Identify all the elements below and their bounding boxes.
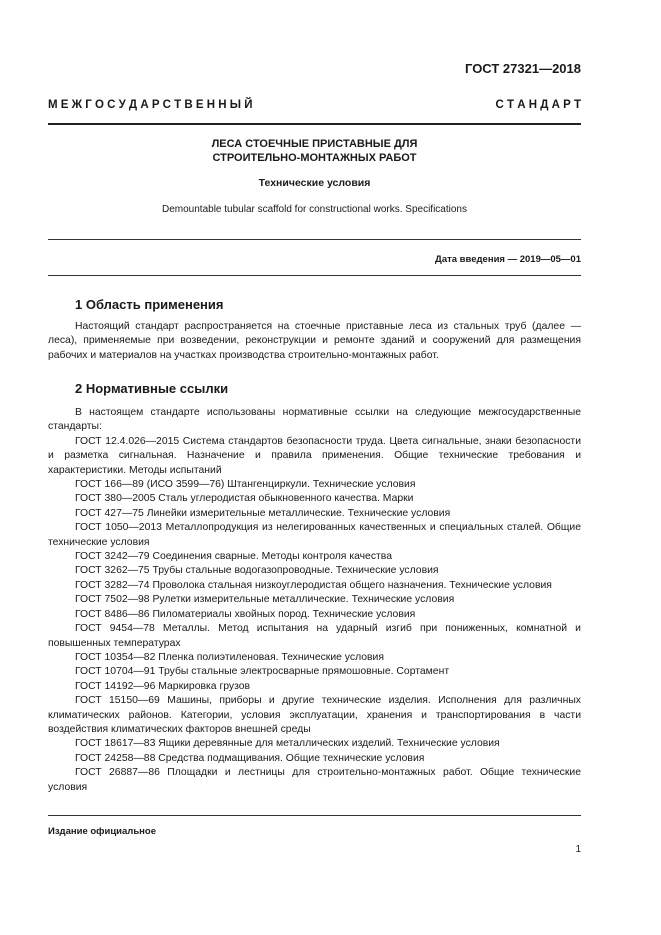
page-number: 1 xyxy=(575,844,581,855)
section-2-intro: В настоящем стандарте использованы нормативные ссылки на следующие межгосударственные стандарты: xyxy=(48,407,581,433)
section-1-heading: 1 Область применения xyxy=(75,297,224,312)
standard-number: ГОСТ 27321—2018 xyxy=(465,61,581,76)
reference-item: ГОСТ 9454—78 Металлы. Метод испытания на ударный изгиб при пониженных, комнатной и повышенных температурах xyxy=(48,623,581,649)
banner-word-interstate: М Е Ж Г О С У Д А Р С Т В Е Н Н Ы Й xyxy=(48,99,253,111)
reference-item: ГОСТ 18617—83 Ящики деревянные для металлических изделий. Технические условия xyxy=(75,738,500,750)
english-title: Demountable tubular scaffold for constructional works. Specifications xyxy=(162,204,467,215)
reference-item: ГОСТ 15150—69 Машины, приборы и другие технические изделия. Исполнения для различных климатических районов. Категории, условия эксплуатации, хранения и транспортирования в части воздействия климатических факторов внешней среды xyxy=(48,695,581,735)
reference-item: ГОСТ 166—89 (ИСО 3599—76) Штангенциркули. Технические условия xyxy=(75,479,416,491)
introduction-date: Дата введения — 2019—05—01 xyxy=(435,254,581,265)
reference-item: ГОСТ 12.4.026—2015 Система стандартов безопасности труда. Цвета сигнальные, знаки безопасности и разметка сигнальная. Назначение и правила применения. Общие технические требования и характеристики. Методы испытаний xyxy=(48,435,581,476)
document-subtitle: Технические условия xyxy=(258,177,371,189)
header-rule xyxy=(48,123,581,125)
banner-word-standard: С Т А Н Д А Р Т xyxy=(495,99,581,111)
reference-item: ГОСТ 427—75 Линейки измерительные металлические. Технические условия xyxy=(75,507,451,519)
reference-item: ГОСТ 7502—98 Рулетки измерительные металлические. Технические условия xyxy=(75,594,455,606)
document-title xyxy=(48,137,581,165)
section-2-body xyxy=(48,406,581,795)
reference-item: ГОСТ 10704—91 Трубы стальные электросварные прямошовные. Сортамент xyxy=(75,666,450,678)
reference-item: ГОСТ 3262—75 Трубы стальные водогазопроводные. Технические условия xyxy=(75,565,439,577)
footer-rule xyxy=(48,815,581,816)
title-line-2: СТРОИТЕЛЬНО-МОНТАЖНЫХ РАБОТ xyxy=(212,152,417,164)
title-rule xyxy=(48,239,581,240)
reference-item: ГОСТ 14192—96 Маркировка грузов xyxy=(75,680,251,692)
date-rule xyxy=(48,275,581,276)
section-1-body xyxy=(48,320,581,363)
reference-item: ГОСТ 1050—2013 Металлопродукция из нелегированных качественных и специальных сталей. Общие технические условия xyxy=(48,522,581,548)
title-line-1: ЛЕСА СТОЕЧНЫЕ ПРИСТАВНЫЕ ДЛЯ xyxy=(211,138,418,150)
reference-item: ГОСТ 8486—86 Пиломатериалы хвойных пород. Технические условия xyxy=(75,608,416,620)
reference-item: ГОСТ 380—2005 Сталь углеродистая обыкновенного качества. Марки xyxy=(75,493,414,505)
official-edition-label: Издание официальное xyxy=(48,826,156,837)
reference-item: ГОСТ 26887—86 Площадки и лестницы для строительно-монтажных работ. Общие технические условия xyxy=(48,767,581,793)
reference-item: ГОСТ 3282—74 Проволока стальная низкоуглеродистая общего назначения. Технические условия xyxy=(75,579,552,591)
standard-type-banner xyxy=(48,99,581,111)
reference-item: ГОСТ 24258—88 Средства подмащивания. Общие технические условия xyxy=(75,752,425,764)
reference-item: ГОСТ 3242—79 Соединения сварные. Методы контроля качества xyxy=(75,551,392,563)
section-2-heading: 2 Нормативные ссылки xyxy=(75,381,229,396)
section-1-paragraph: Настоящий стандарт распространяется на стоечные приставные леса из стальных труб (далее — леса), применяемые при возведении, реконструкции и ремонте зданий и сооружений для размещения рабочих и материалов на участках производства строительно-монтажных работ. xyxy=(48,321,581,361)
reference-item: ГОСТ 10354—82 Пленка полиэтиленовая. Технические условия xyxy=(75,651,384,663)
